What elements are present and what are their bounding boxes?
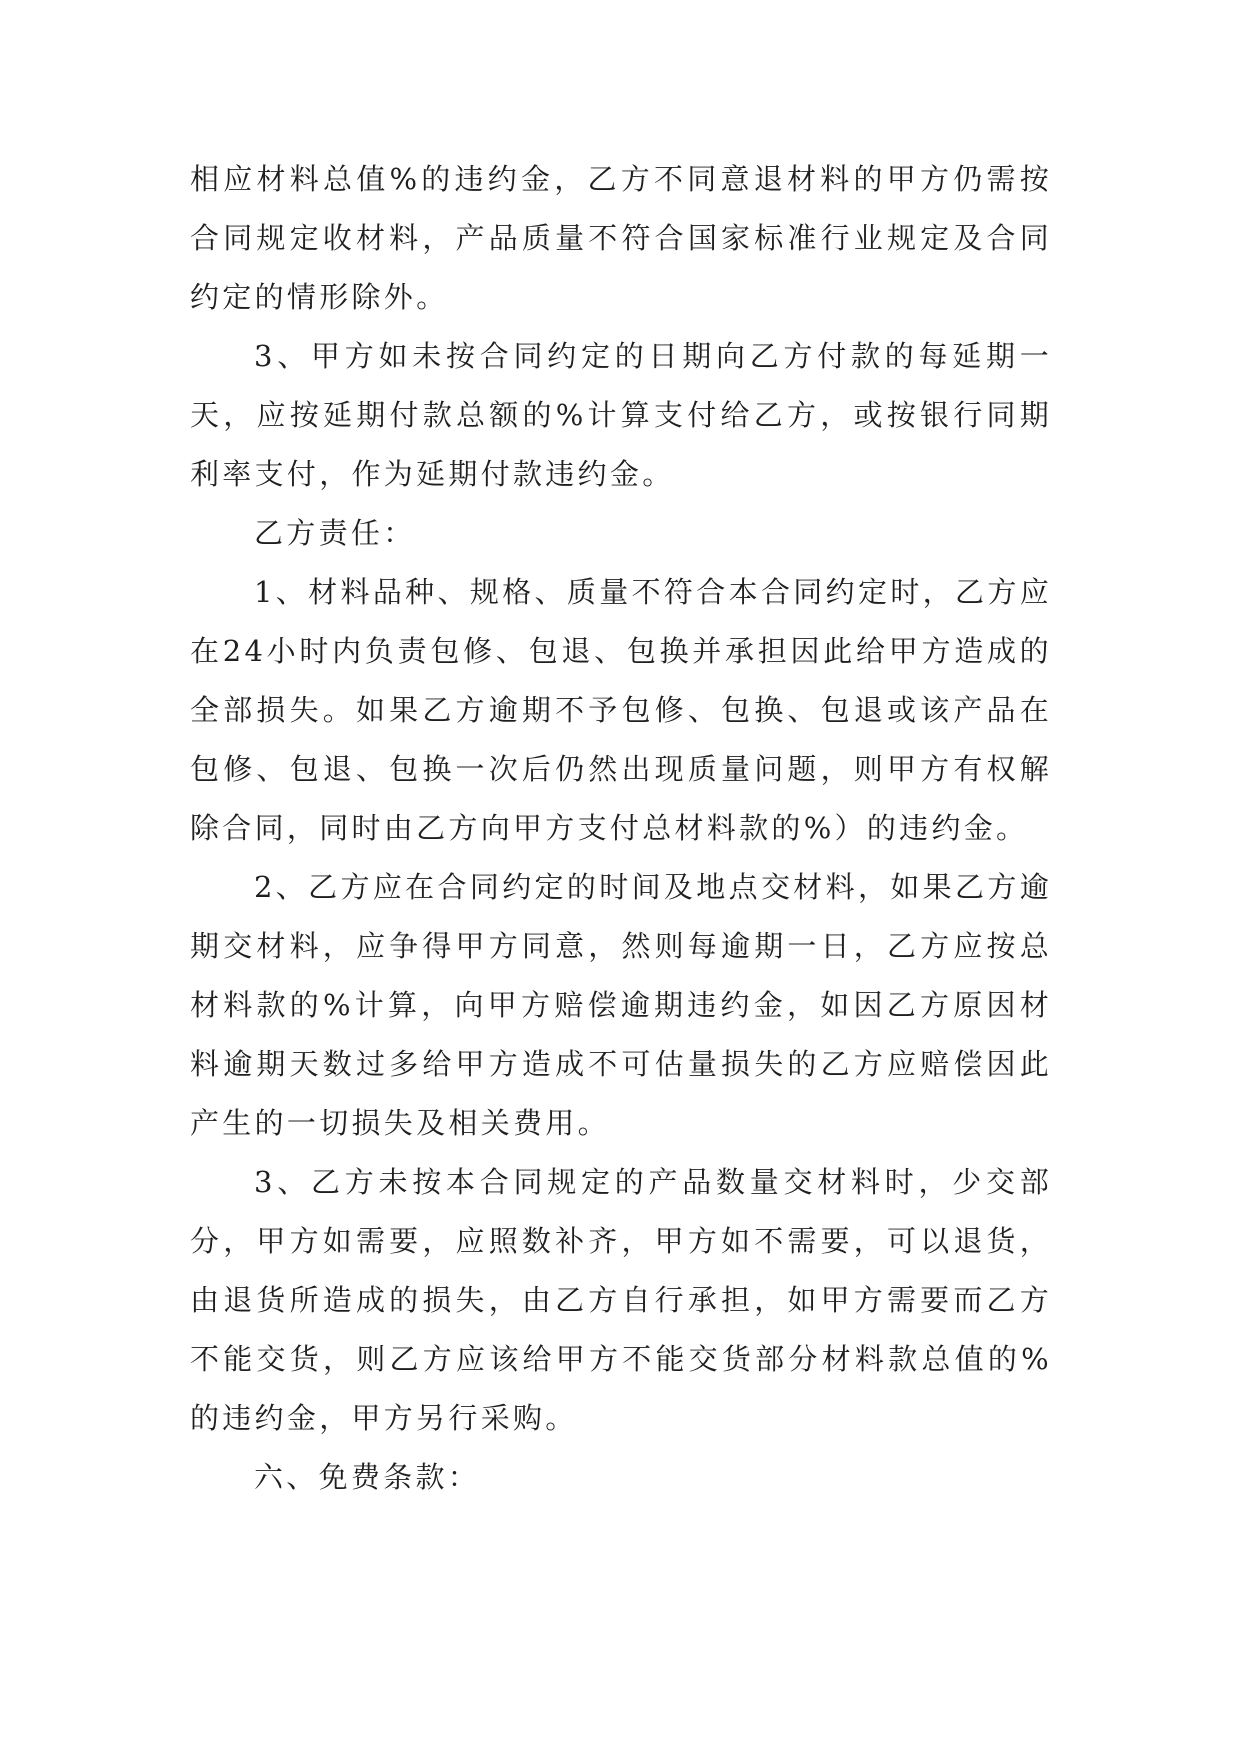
paragraph-party-b-late-delivery: 2、乙方应在合同约定的时间及地点交材料，如果乙方逾期交材料，应争得甲方同意，然则每逾期一日，乙方应按总材料款的%计算，向甲方赔偿逾期违约金，如因乙方原因材料逾期天数过多给甲方造成不可估量损失的乙方应赔偿因此产生的一切损失及相关费用。	[190, 870, 1052, 1140]
heading-free-clause: 六、免费条款：	[254, 1460, 481, 1494]
paragraph-party-b-quality: 1、材料品种、规格、质量不符合本合同约定时，乙方应在24小时内负责包修、包退、包换并承担因此给甲方造成的全部损失。如果乙方逾期不予包修、包换、包退或该产品在包修、包退、包换一次后仍然出现质量问题，则甲方有权解除合同，同时由乙方向甲方支付总材料款的%）的违约金。	[190, 575, 1052, 845]
heading-party-b-responsibility: 乙方责任：	[254, 516, 416, 550]
paragraph-party-b-quantity: 3、乙方未按本合同规定的产品数量交材料时，少交部分，甲方如需要，应照数补齐，甲方如不需要，可以退货，由退货所造成的损失，由乙方自行承担，如甲方需要而乙方不能交货，则乙方应该给甲方不能交货部分材料款总值的%的违约金，甲方另行采购。	[190, 1165, 1052, 1435]
paragraph-party-a-late-payment: 3、甲方如未按合同约定的日期向乙方付款的每延期一天，应按延期付款总额的%计算支付给乙方，或按银行同期利率支付，作为延期付款违约金。	[190, 339, 1052, 491]
document-body	[190, 150, 1052, 1507]
paragraph-continuation: 相应材料总值%的违约金，乙方不同意退材料的甲方仍需按合同规定收材料，产品质量不符合国家标准行业规定及合同约定的情形除外。	[190, 162, 1052, 314]
